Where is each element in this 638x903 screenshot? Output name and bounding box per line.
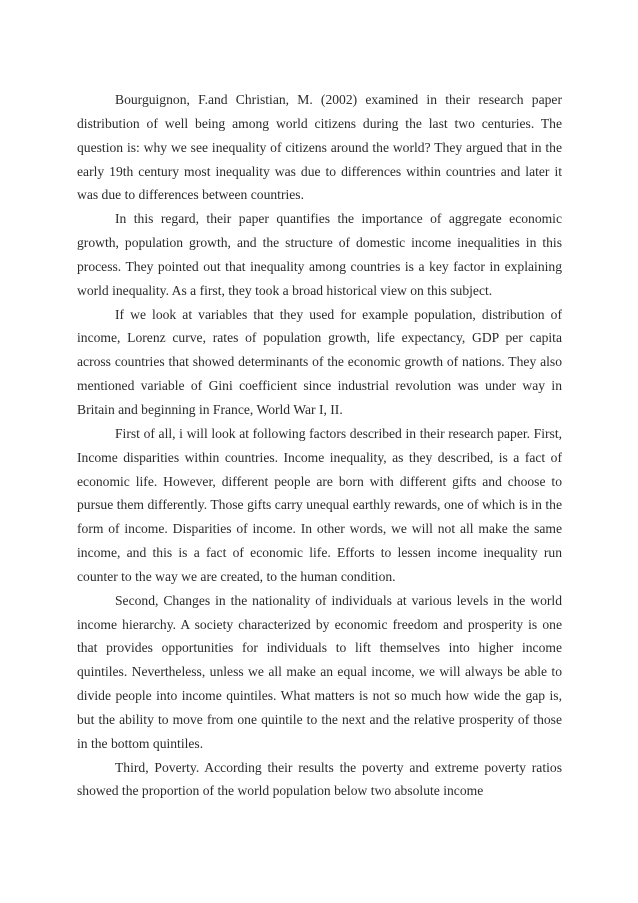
paragraph-5: Second, Changes in the nationality of individuals at various levels in the world income hierarchy. A society characterized by economic freedom and prosperity is one that provides opportunities for individuals to lift themselves into higher income quintiles. Nevertheless, unless we all make an equal income, we will always be able to divide people into income quintiles. What matters is not so much how wide the gap is, but the ability to move from one quintile to the next and the relative prosperity of those in the bottom quintiles. <box>77 592 562 751</box>
paragraph-3: If we look at variables that they used for example population, distribution of income, Lorenz curve, rates of population growth, life expectancy, GDP per capita across countries that showed determinants of the economic growth of nations. They also mentioned variable of Gini coefficient since industrial revolution was under way in Britain and beginning in France, World War I, II. <box>77 306 562 417</box>
paragraph-6: Third, Poverty. According their results the poverty and extreme poverty ratios showed the proportion of the world population below two absolute income <box>77 759 562 799</box>
paragraph-1: Bourguignon, F.and Christian, M. (2002) examined in their research paper distribution of well being among world citizens during the last two centuries. The question is: why we see inequality of citizens around the world? They argued that in the early 19th century most inequality was due to differences within countries and later it was due to differences between countries. <box>77 92 562 203</box>
body-text <box>77 88 562 803</box>
paragraph-2: In this regard, their paper quantifies the importance of aggregate economic growth, population growth, and the structure of domestic income inequalities in this process. They pointed out that inequality among countries is a key factor in explaining world inequality. As a first, they took a broad historical view on this subject. <box>77 211 562 298</box>
paragraph-4: First of all, i will look at following factors described in their research paper. First, Income disparities within countries. Income inequality, as they described, is a fact of economic life. However, different people are born with different gifts and choose to pursue them differently. Those gifts carry unequal earthly rewards, one of which is in the form of income. Disparities of income. In other words, we will not all make the same income, and this is a fact of economic life. Efforts to lessen income inequality run counter to the way we are created, to the human condition. <box>77 425 562 584</box>
